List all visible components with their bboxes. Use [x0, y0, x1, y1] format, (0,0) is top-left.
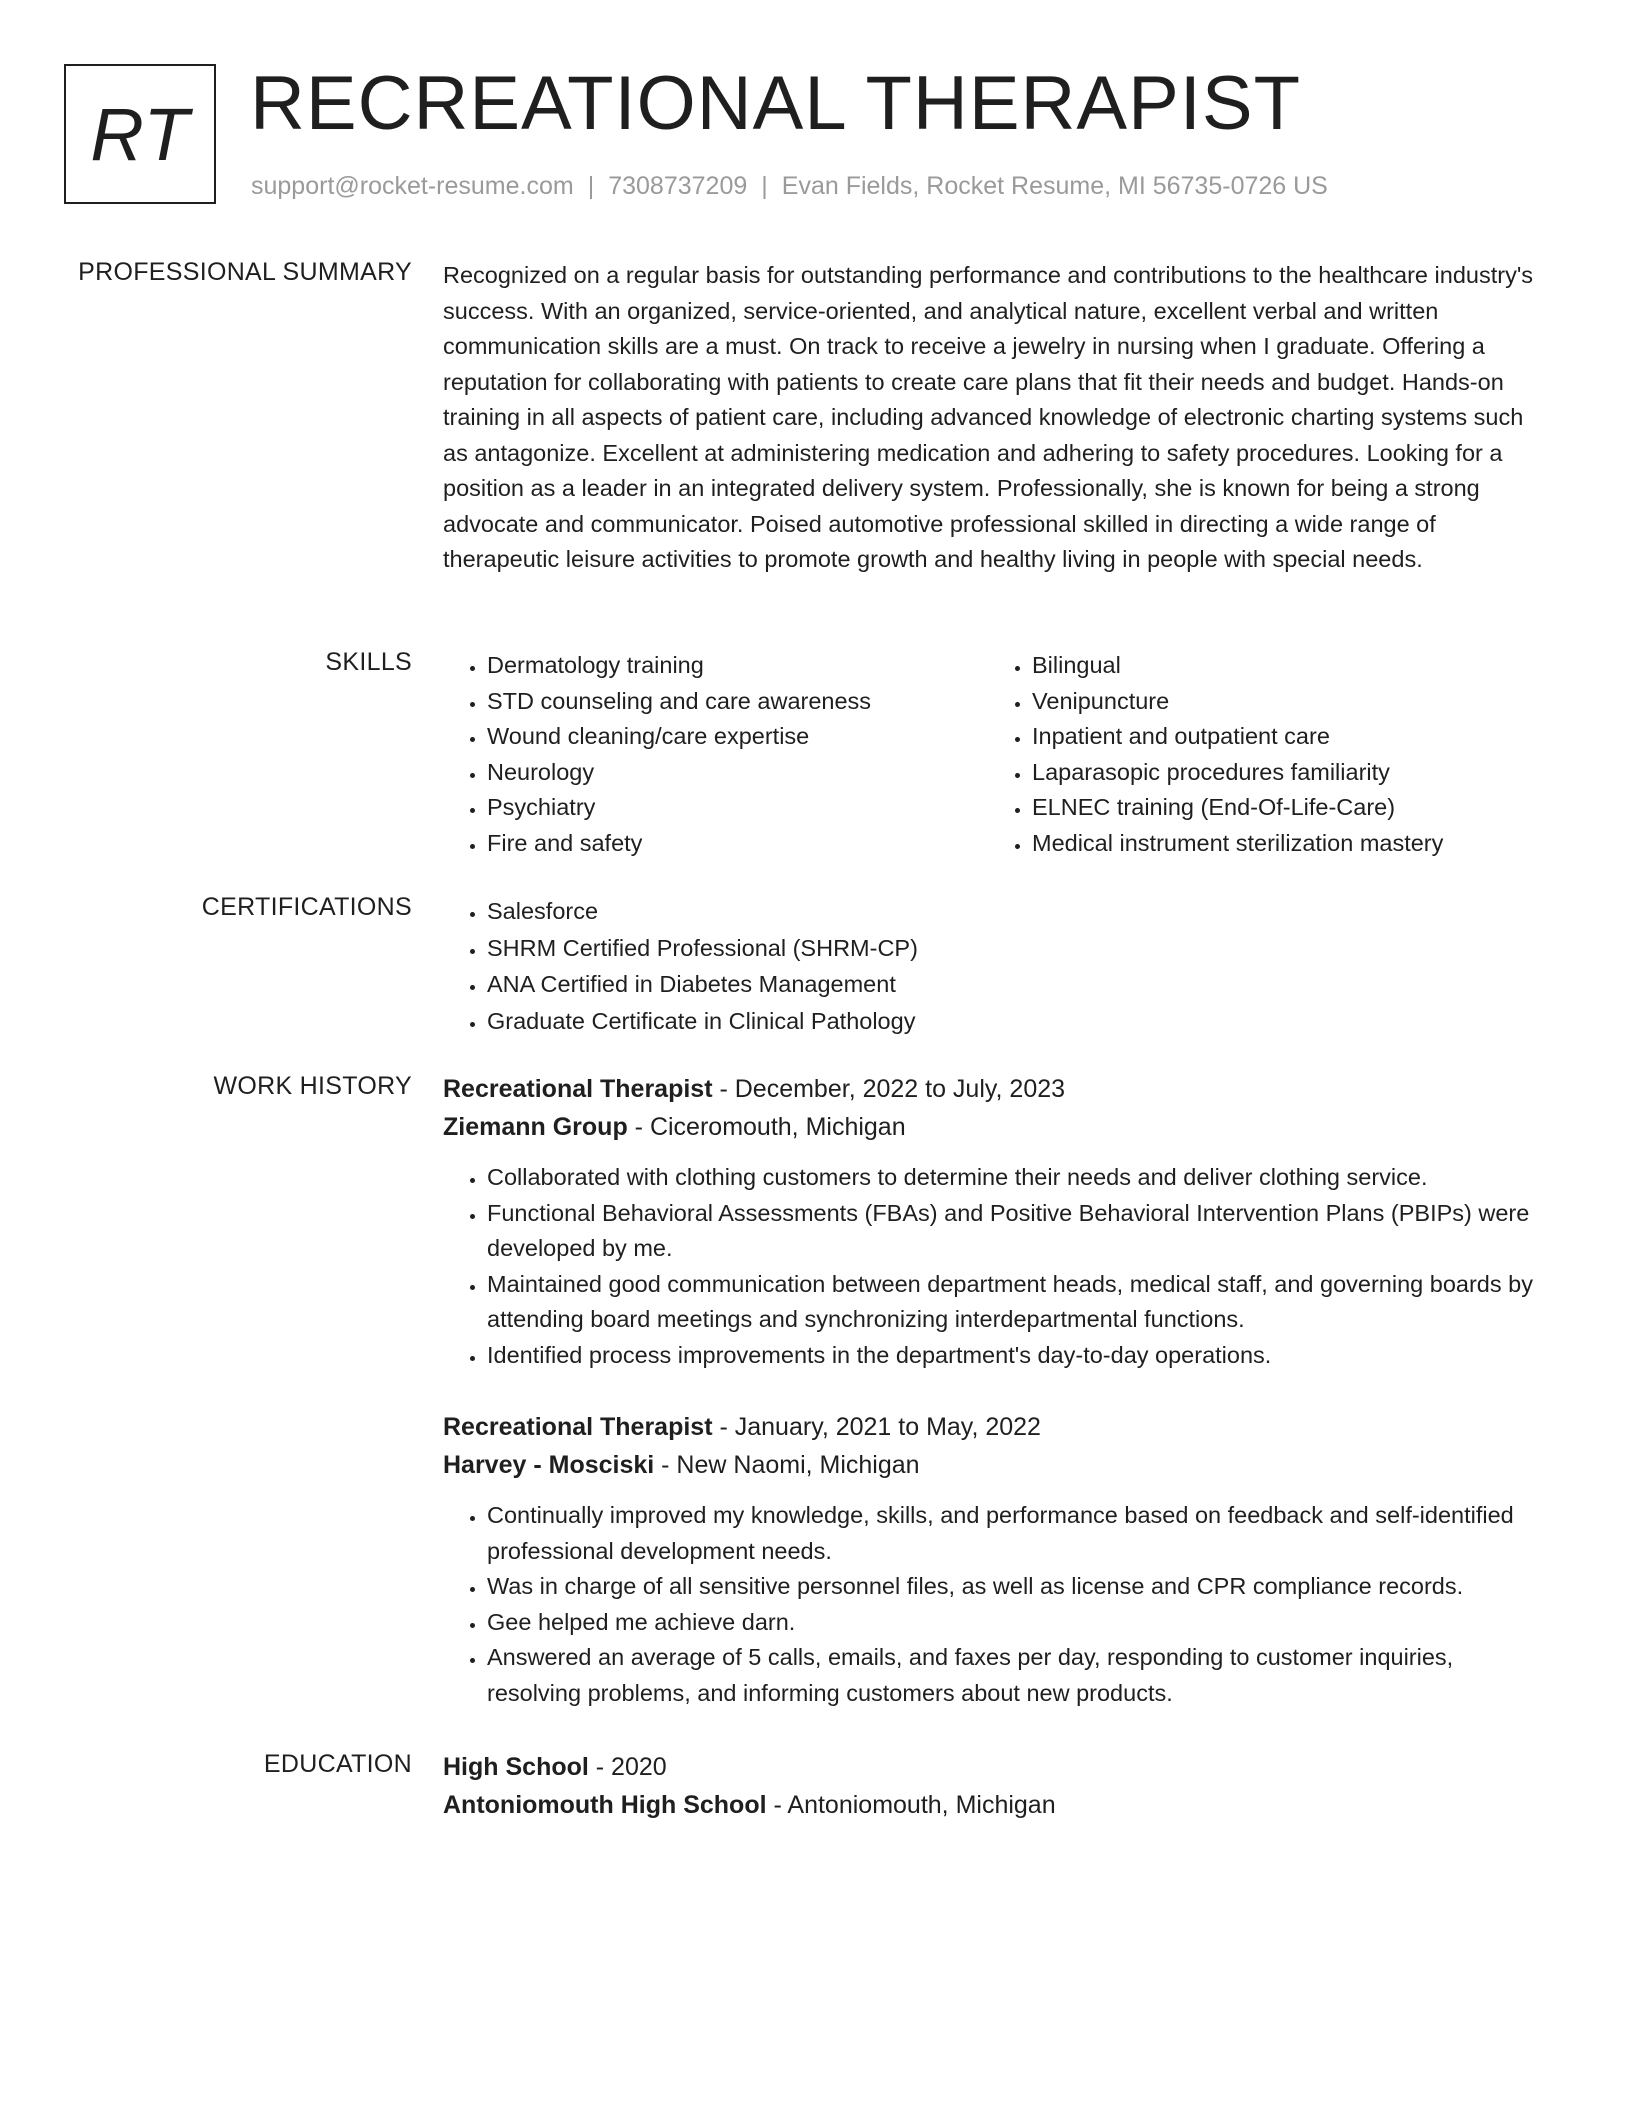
job-company-line — [443, 1446, 1543, 1484]
resume-header — [64, 61, 1568, 214]
skills-grid — [443, 648, 1543, 861]
job-duty: • Was in charge of all sensitive personnel files, as well as license and CPR compliance records. — [487, 1569, 1543, 1605]
education-location: - Antoniomouth, Michigan — [766, 1791, 1056, 1819]
job-title: Recreational Therapist — [443, 1413, 713, 1441]
job-entry — [443, 1070, 1543, 1373]
job-company: Harvey - Mosciski — [443, 1451, 655, 1479]
education-school: Antoniomouth High School — [443, 1791, 767, 1819]
certification-item: • SHRM Certified Professional (SHRM-CP) — [487, 930, 1543, 967]
skill-item: • Dermatology training — [487, 648, 988, 684]
skills-list-left — [443, 648, 988, 861]
skill-item: • Bilingual — [1032, 648, 1533, 684]
contact-email[interactable]: support@rocket-resume.com — [251, 172, 574, 200]
skill-item: • STD counseling and care awareness — [487, 684, 988, 720]
skills-list-right — [988, 648, 1533, 861]
skill-item: • Fire and safety — [487, 826, 988, 862]
certification-item: • Salesforce — [487, 893, 1543, 930]
skill-item: • Wound cleaning/care expertise — [487, 719, 988, 755]
contact-address: Evan Fields, Rocket Resume, MI 56735-0726 US — [781, 172, 1328, 200]
job-dates: - January, 2021 to May, 2022 — [712, 1413, 1041, 1441]
job-entry — [443, 1408, 1543, 1711]
skills-heading: SKILLS — [325, 648, 412, 676]
education-year: - 2020 — [588, 1753, 667, 1781]
certification-item: • Graduate Certificate in Clinical Pathology — [487, 1003, 1543, 1040]
skill-item: • Neurology — [487, 755, 988, 791]
skill-item: • Medical instrument sterilization mastery — [1032, 826, 1533, 862]
job-duty: • Collaborated with clothing customers to determine their needs and deliver clothing service. — [487, 1160, 1543, 1196]
job-duty: • Gee helped me achieve darn. — [487, 1605, 1543, 1641]
job-title-line — [443, 1070, 1543, 1108]
summary-heading: PROFESSIONAL SUMMARY — [78, 258, 412, 286]
job-title: Recreational Therapist — [443, 1075, 713, 1103]
job-dates: - December, 2022 to July, 2023 — [712, 1075, 1066, 1103]
summary-text: Recognized on a regular basis for outstanding performance and contributions to the healthcare industry's success. With an organized, service-oriented, and analytical nature, excellent verbal and written communication skills are a must. On track to receive a jewelry in nursing when I graduate. Offering a reputation for collaborating with patients to create care plans that fit their needs and budget. Hands-on training in all aspects of patient care, including advanced knowledge of electronic charting systems such as antagonize. Excellent at administering medication and adhering to safety procedures. Looking for a position as a leader in an integrated delivery system. Professionally, she is known for being a strong advocate and communicator. Poised automotive professional skilled in directing a wide range of therapeutic leisure activities to promote growth and healthy living in people with special needs. — [443, 262, 1534, 572]
job-duty: • Identified process improvements in the department's day-to-day operations. — [487, 1338, 1543, 1374]
skills-column-left — [443, 648, 988, 861]
monogram-logo: RT — [64, 64, 216, 204]
education-degree-line — [443, 1748, 1543, 1786]
job-location: - New Naomi, Michigan — [654, 1451, 920, 1479]
skills-body — [443, 648, 1543, 861]
job-duties-list — [443, 1160, 1543, 1373]
job-location: - Ciceromouth, Michigan — [627, 1113, 906, 1141]
education-degree: High School — [443, 1753, 589, 1781]
job-duty: • Functional Behavioral Assessments (FBAs) and Positive Behavioral Intervention Plans (PBIPs) were developed by me. — [487, 1196, 1543, 1267]
education-body — [443, 1748, 1543, 1824]
skill-item: • Inpatient and outpatient care — [1032, 719, 1533, 755]
skill-item: • ELNEC training (End-Of-Life-Care) — [1032, 790, 1533, 826]
skills-column-right — [988, 648, 1533, 861]
certification-item: • ANA Certified in Diabetes Management — [487, 966, 1543, 1003]
contact-separator: | — [587, 172, 595, 200]
work-history-heading: WORK HISTORY — [213, 1072, 412, 1100]
certifications-list — [443, 893, 1543, 1039]
skill-item: • Psychiatry — [487, 790, 988, 826]
job-company: Ziemann Group — [443, 1113, 628, 1141]
job-duty: • Continually improved my knowledge, skills, and performance based on feedback and self-identified professional development needs. — [487, 1498, 1543, 1569]
job-duty: • Answered an average of 5 calls, emails, and faxes per day, responding to customer inquiries, resolving problems, and informing customers about new products. — [487, 1640, 1543, 1711]
job-company-line — [443, 1108, 1543, 1146]
job-duty: • Maintained good communication between department heads, medical staff, and governing boards by attending board meetings and synchronizing interdepartmental functions. — [487, 1267, 1543, 1338]
certifications-body — [443, 893, 1543, 1039]
certifications-heading: CERTIFICATIONS — [201, 893, 412, 921]
candidate-title: RECREATIONAL THERAPIST — [250, 61, 1302, 146]
contact-phone[interactable]: 7308737209 — [608, 172, 748, 200]
job-title-line — [443, 1408, 1543, 1446]
education-heading: EDUCATION — [263, 1750, 412, 1778]
contact-line — [251, 172, 1328, 201]
summary-body — [443, 258, 1543, 578]
job-duties-list — [443, 1498, 1543, 1711]
contact-separator: | — [761, 172, 768, 200]
skill-item: • Laparasopic procedures familiarity — [1032, 755, 1533, 791]
education-school-line — [443, 1786, 1543, 1824]
skill-item: • Venipuncture — [1032, 684, 1533, 720]
